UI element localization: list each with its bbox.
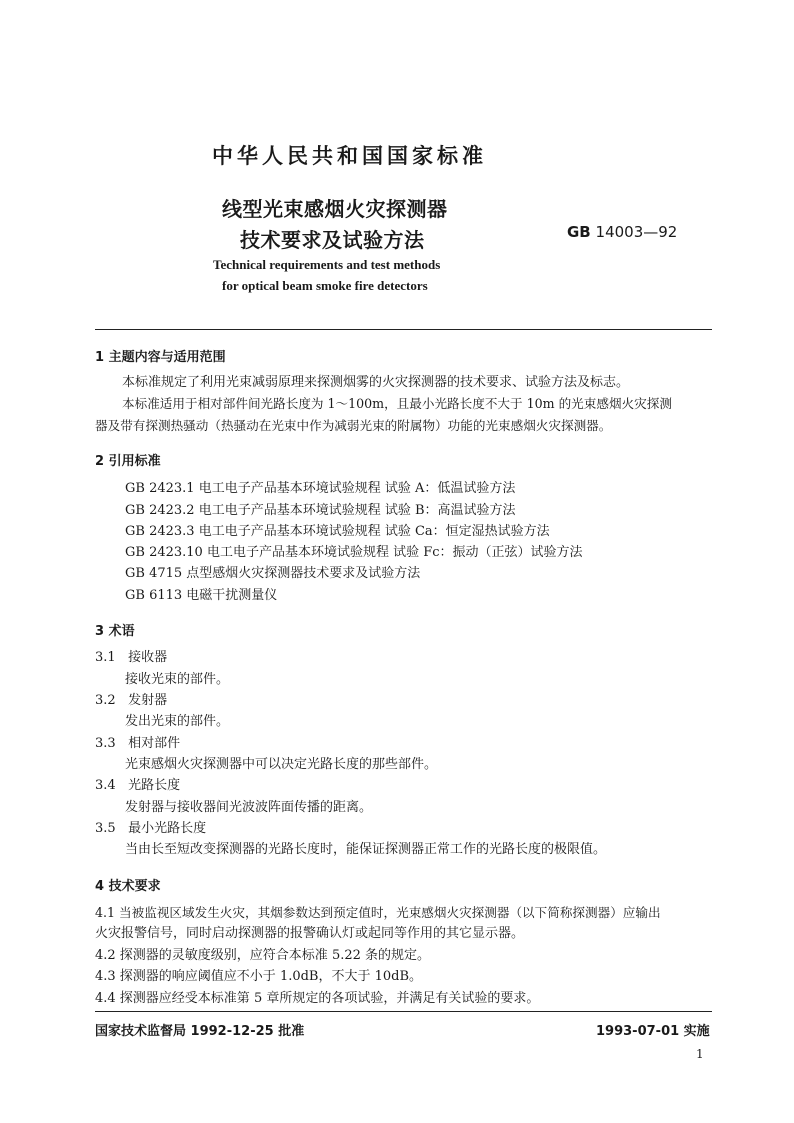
standard-prefix: GB	[567, 223, 591, 241]
term-number: 3.2	[95, 693, 116, 708]
term-name: 接收器	[128, 650, 168, 665]
header-divider	[95, 329, 712, 330]
term-number: 3.1	[95, 650, 116, 665]
document-title-line1: 线型光束感烟火灾探测器	[222, 197, 448, 221]
term-name: 相对部件	[128, 736, 181, 751]
page-number: 1	[696, 1047, 704, 1061]
term-3-4	[95, 778, 180, 794]
section-3-heading: 3 术语	[95, 624, 135, 639]
term-3-4-definition: 发射器与接收器间光波波阵面传播的距离。	[125, 800, 373, 815]
section-4-heading: 4 技术要求	[95, 879, 161, 894]
clause-4-1-line1: 4.1 当被监视区域发生火灾，其烟参数达到预定值时，光束感烟火灾探测器（以下简称探测器）应输出	[95, 905, 661, 920]
reference-item: GB 2423.3 电工电子产品基本环境试验规程 试验 Ca：恒定湿热试验方法	[125, 524, 550, 539]
country-standard-title: 中华人民共和国国家标准	[212, 144, 487, 168]
term-3-5	[95, 821, 206, 837]
section-1-heading: 1 主题内容与适用范围	[95, 350, 226, 365]
approval-line: 国家技术监督局 1992-12-25 批准	[95, 1024, 305, 1039]
term-name: 发射器	[128, 693, 168, 708]
reference-item: GB 6113 电磁干扰测量仪	[125, 588, 278, 603]
term-name: 光路长度	[128, 778, 181, 793]
term-number: 3.3	[95, 736, 116, 751]
term-3-2	[95, 693, 167, 709]
standard-number	[567, 223, 677, 241]
english-title-line1: Technical requirements and test methods	[213, 257, 441, 272]
reference-item: GB 2423.2 电工电子产品基本环境试验规程 试验 B：高温试验方法	[125, 503, 516, 518]
clause-4-4: 4.4 探测器应经受本标准第 5 章所规定的各项试验，并满足有关试验的要求。	[95, 991, 540, 1006]
standard-code: 14003—92	[595, 223, 678, 241]
reference-item: GB 2423.1 电工电子产品基本环境试验规程 试验 A：低温试验方法	[125, 481, 516, 496]
term-3-2-definition: 发出光束的部件。	[125, 714, 230, 729]
document-title-line2: 技术要求及试验方法	[240, 228, 425, 252]
term-3-3-definition: 光束感烟火灾探测器中可以决定光路长度的那些部件。	[125, 757, 438, 772]
effective-date: 1993-07-01 实施	[596, 1024, 710, 1039]
term-number: 3.4	[95, 778, 116, 793]
section-1-paragraph-2-line1: 本标准适用于相对部件间光路长度为 1～100m，且最小光路长度不大于 10m 的光束感烟火灾探测	[122, 396, 672, 411]
term-3-1-definition: 接收光束的部件。	[125, 672, 230, 687]
term-3-1	[95, 650, 167, 666]
clause-4-2: 4.2 探测器的灵敏度级别，应符合本标准 5.22 条的规定。	[95, 948, 431, 963]
reference-item: GB 4715 点型感烟火灾探测器技术要求及试验方法	[125, 566, 421, 581]
clause-4-3: 4.3 探测器的响应阈值应不小于 1.0dB，不大于 10dB。	[95, 969, 423, 984]
term-name: 最小光路长度	[128, 821, 207, 836]
english-title-line2: for optical beam smoke fire detectors	[222, 278, 428, 293]
section-1-paragraph-2-line2: 器及带有探测热骚动（热骚动在光束中作为减弱光束的附属物）功能的光束感烟火灾探测器。	[95, 418, 612, 433]
clause-4-1-line2: 火灾报警信号，同时启动探测器的报警确认灯或起同等作用的其它显示器。	[95, 926, 525, 941]
reference-item: GB 2423.10 电工电子产品基本环境试验规程 试验 Fc：振动（正弦）试验方法	[125, 545, 583, 560]
footer-divider	[95, 1011, 712, 1012]
term-number: 3.5	[95, 821, 116, 836]
term-3-5-definition: 当由长至短改变探测器的光路长度时，能保证探测器正常工作的光路长度的极限值。	[125, 842, 607, 857]
section-2-heading: 2 引用标准	[95, 454, 161, 469]
term-3-3	[95, 736, 180, 752]
section-1-paragraph-1: 本标准规定了利用光束减弱原理来探测烟雾的火灾探测器的技术要求、试验方法及标志。	[122, 375, 630, 390]
